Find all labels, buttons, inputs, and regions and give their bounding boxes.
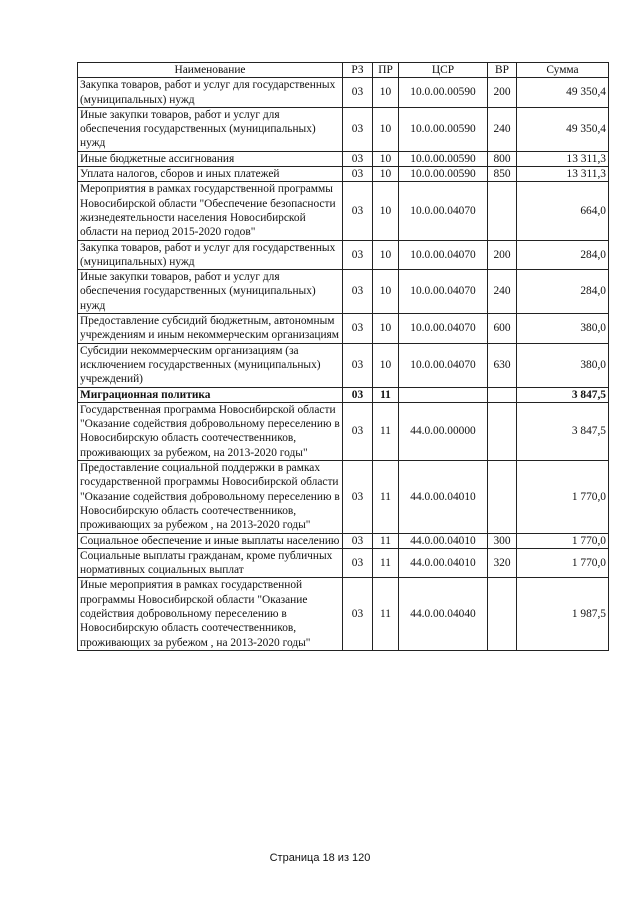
cell-vr: 630	[488, 343, 517, 387]
cell-csr: 10.0.00.04070	[399, 314, 488, 344]
cell-rz: 03	[343, 167, 373, 182]
cell-pr: 10	[373, 240, 399, 270]
cell-vr: 200	[488, 78, 517, 108]
cell-pr: 10	[373, 151, 399, 166]
table-row	[78, 402, 609, 460]
cell-pr: 10	[373, 314, 399, 344]
cell-name: Социальные выплаты гражданам, кроме публичных нормативных социальных выплат	[78, 548, 343, 578]
cell-rz: 03	[343, 270, 373, 314]
cell-csr	[399, 387, 488, 402]
cell-vr: 320	[488, 548, 517, 578]
cell-csr: 44.0.00.04010	[399, 461, 488, 533]
cell-name: Предоставление субсидий бюджетным, автономным учреждениям и иным некоммерческим организациям	[78, 314, 343, 344]
cell-rz: 03	[343, 578, 373, 650]
cell-name: Уплата налогов, сборов и иных платежей	[78, 167, 343, 182]
cell-csr: 44.0.00.04010	[399, 548, 488, 578]
cell-pr: 11	[373, 548, 399, 578]
table-row	[78, 343, 609, 387]
header-sum: Сумма	[517, 63, 609, 78]
cell-vr	[488, 578, 517, 650]
cell-sum: 3 847,5	[517, 402, 609, 460]
header-vr: ВР	[488, 63, 517, 78]
cell-sum: 664,0	[517, 182, 609, 240]
cell-sum: 380,0	[517, 343, 609, 387]
cell-csr: 44.0.00.04010	[399, 533, 488, 548]
table-row	[78, 240, 609, 270]
cell-csr: 44.0.00.00000	[399, 402, 488, 460]
cell-pr: 11	[373, 461, 399, 533]
cell-sum: 49 350,4	[517, 78, 609, 108]
cell-pr: 10	[373, 78, 399, 108]
table-row	[78, 182, 609, 240]
cell-vr	[488, 387, 517, 402]
table-row	[78, 533, 609, 548]
cell-pr: 10	[373, 167, 399, 182]
cell-csr: 10.0.00.04070	[399, 240, 488, 270]
cell-csr: 10.0.00.04070	[399, 182, 488, 240]
cell-csr: 10.0.00.00590	[399, 78, 488, 108]
cell-name: Мероприятия в рамках государственной программы Новосибирской области "Обеспечение безопасности жизнедеятельности населения Новосибирской области на период 2015-2020 годов"	[78, 182, 343, 240]
cell-vr: 600	[488, 314, 517, 344]
cell-sum: 3 847,5	[517, 387, 609, 402]
cell-rz: 03	[343, 151, 373, 166]
cell-pr: 11	[373, 387, 399, 402]
cell-pr: 11	[373, 578, 399, 650]
table-row	[78, 167, 609, 182]
cell-pr: 10	[373, 343, 399, 387]
cell-sum: 1 770,0	[517, 461, 609, 533]
cell-vr: 800	[488, 151, 517, 166]
cell-sum: 284,0	[517, 240, 609, 270]
cell-vr: 300	[488, 533, 517, 548]
cell-name: Миграционная политика	[78, 387, 343, 402]
cell-rz: 03	[343, 314, 373, 344]
cell-sum: 284,0	[517, 270, 609, 314]
table-row	[78, 107, 609, 151]
table-header-row	[78, 63, 609, 78]
cell-pr: 11	[373, 533, 399, 548]
cell-vr	[488, 182, 517, 240]
cell-sum: 13 311,3	[517, 151, 609, 166]
cell-rz: 03	[343, 240, 373, 270]
cell-csr: 10.0.00.00590	[399, 107, 488, 151]
header-rz: РЗ	[343, 63, 373, 78]
cell-name: Иные мероприятия в рамках государственной программы Новосибирской области "Оказание содействия добровольному переселению в Новосибирскую область соотечественников, проживающих за рубежом , на 2013-2020 годы"	[78, 578, 343, 650]
cell-rz: 03	[343, 343, 373, 387]
cell-csr: 10.0.00.00590	[399, 167, 488, 182]
header-name: Наименование	[78, 63, 343, 78]
table-row	[78, 387, 609, 402]
cell-vr: 240	[488, 107, 517, 151]
cell-rz: 03	[343, 387, 373, 402]
cell-name: Иные бюджетные ассигнования	[78, 151, 343, 166]
cell-name: Предоставление социальной поддержки в рамках государственной программы Новосибирской области "Оказание содействия добровольному переселению в Новосибирскую область соотечественников, проживающих за рубежом , на 2013-2020 годы"	[78, 461, 343, 533]
cell-name: Закупка товаров, работ и услуг для государственных (муниципальных) нужд	[78, 78, 343, 108]
header-csr: ЦСР	[399, 63, 488, 78]
cell-rz: 03	[343, 533, 373, 548]
table-row	[78, 548, 609, 578]
header-pr: ПР	[373, 63, 399, 78]
budget-table	[77, 62, 609, 651]
cell-name: Государственная программа Новосибирской области "Оказание содействия добровольному переселению в Новосибирскую область соотечественников, проживающих за рубежом, на 2013-2020 годы"	[78, 402, 343, 460]
cell-vr: 200	[488, 240, 517, 270]
cell-csr: 10.0.00.04070	[399, 270, 488, 314]
cell-sum: 1 987,5	[517, 578, 609, 650]
cell-rz: 03	[343, 78, 373, 108]
cell-pr: 11	[373, 402, 399, 460]
cell-name: Закупка товаров, работ и услуг для государственных (муниципальных) нужд	[78, 240, 343, 270]
cell-vr: 240	[488, 270, 517, 314]
table-row	[78, 578, 609, 650]
cell-vr	[488, 402, 517, 460]
cell-vr: 850	[488, 167, 517, 182]
cell-rz: 03	[343, 182, 373, 240]
cell-name: Иные закупки товаров, работ и услуг для обеспечения государственных (муниципальных) нужд	[78, 107, 343, 151]
cell-rz: 03	[343, 548, 373, 578]
cell-sum: 49 350,4	[517, 107, 609, 151]
page-number: Страница 18 из 120	[269, 852, 371, 864]
cell-csr: 44.0.00.04040	[399, 578, 488, 650]
cell-name: Иные закупки товаров, работ и услуг для обеспечения государственных (муниципальных) нужд	[78, 270, 343, 314]
table-row	[78, 78, 609, 108]
cell-rz: 03	[343, 461, 373, 533]
cell-csr: 10.0.00.04070	[399, 343, 488, 387]
cell-name: Субсидии некоммерческим организациям (за исключением государственных (муниципальных) учреждений)	[78, 343, 343, 387]
cell-pr: 10	[373, 182, 399, 240]
cell-pr: 10	[373, 270, 399, 314]
cell-sum: 1 770,0	[517, 548, 609, 578]
cell-rz: 03	[343, 402, 373, 460]
cell-sum: 13 311,3	[517, 167, 609, 182]
table-row	[78, 151, 609, 166]
table-row	[78, 461, 609, 533]
cell-vr	[488, 461, 517, 533]
cell-rz: 03	[343, 107, 373, 151]
table-row	[78, 314, 609, 344]
table-row	[78, 270, 609, 314]
cell-sum: 380,0	[517, 314, 609, 344]
cell-name: Социальное обеспечение и иные выплаты населению	[78, 533, 343, 548]
table-body	[78, 78, 609, 651]
cell-pr: 10	[373, 107, 399, 151]
cell-csr: 10.0.00.00590	[399, 151, 488, 166]
cell-sum: 1 770,0	[517, 533, 609, 548]
